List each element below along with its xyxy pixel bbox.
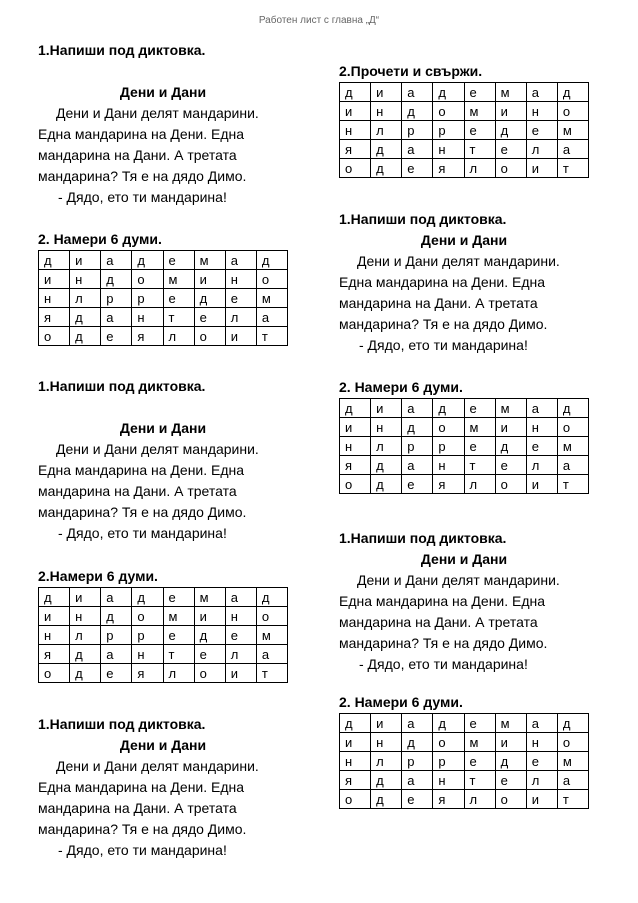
grid-cell: а bbox=[557, 456, 588, 475]
story-line: Една мандарина на Дени. Една bbox=[38, 779, 245, 795]
grid-row bbox=[340, 714, 589, 733]
grid-cell: и bbox=[495, 102, 526, 121]
grid-cell: о bbox=[194, 327, 225, 346]
story-line: Една мандарина на Дени. Една bbox=[38, 126, 245, 142]
grid-cell: и bbox=[526, 790, 557, 809]
story-line: мандарина на Дани. А третата bbox=[339, 295, 538, 311]
grid-cell: и bbox=[371, 399, 402, 418]
grid-cell: л bbox=[526, 771, 557, 790]
grid-cell: е bbox=[402, 475, 433, 494]
grid-cell: а bbox=[402, 771, 433, 790]
grid-cell: д bbox=[402, 733, 433, 752]
grid-cell: т bbox=[163, 645, 194, 664]
dictation-block bbox=[38, 376, 288, 544]
grid-cell: а bbox=[101, 645, 132, 664]
grid-cell: е bbox=[225, 289, 256, 308]
grid-cell: т bbox=[464, 771, 495, 790]
grid-row bbox=[340, 790, 589, 809]
grid-cell: е bbox=[163, 626, 194, 645]
grid-cell: д bbox=[194, 289, 225, 308]
grid-cell: м bbox=[557, 437, 588, 456]
grid-cell: а bbox=[402, 140, 433, 159]
page-header: Работен лист с главна „Д“ bbox=[258, 15, 380, 26]
story-line: Дени и Дани делят мандарини. bbox=[56, 105, 259, 121]
read-connect-block bbox=[339, 61, 589, 178]
letter-grid-table bbox=[339, 82, 589, 178]
grid-cell: о bbox=[340, 159, 371, 178]
grid-cell: т bbox=[256, 327, 287, 346]
grid-cell: я bbox=[340, 140, 371, 159]
story-line: мандарина? Тя е на дядо Димо. bbox=[339, 316, 548, 332]
story-line: мандарина? Тя е на дядо Димо. bbox=[38, 821, 247, 837]
grid-cell: т bbox=[163, 308, 194, 327]
grid-cell: н bbox=[371, 102, 402, 121]
grid-cell: л bbox=[70, 626, 101, 645]
grid-cell: л bbox=[70, 289, 101, 308]
grid-cell: а bbox=[557, 140, 588, 159]
grid-cell: а bbox=[225, 588, 256, 607]
grid-cell: и bbox=[371, 714, 402, 733]
grid-cell: а bbox=[101, 251, 132, 270]
story-line: Една мандарина на Дени. Една bbox=[339, 274, 546, 290]
grid-cell: я bbox=[340, 771, 371, 790]
grid-cell: е bbox=[495, 456, 526, 475]
grid-cell: д bbox=[371, 771, 402, 790]
grid-cell: д bbox=[557, 714, 588, 733]
grid-cell: д bbox=[256, 588, 287, 607]
grid-cell: д bbox=[39, 588, 70, 607]
grid-row bbox=[340, 418, 589, 437]
grid-row bbox=[39, 588, 288, 607]
grid-cell: о bbox=[557, 418, 588, 437]
grid-cell: е bbox=[526, 752, 557, 771]
grid-cell: и bbox=[526, 475, 557, 494]
story-title: Дени и Дани bbox=[420, 551, 508, 567]
grid-cell: я bbox=[39, 645, 70, 664]
grid-cell: р bbox=[101, 289, 132, 308]
grid-cell: н bbox=[433, 456, 464, 475]
find-words-heading: 2. Намери 6 думи. bbox=[339, 694, 463, 710]
grid-row bbox=[340, 733, 589, 752]
grid-cell: н bbox=[340, 437, 371, 456]
story-line: Една мандарина на Дени. Една bbox=[339, 593, 546, 609]
grid-cell: н bbox=[340, 752, 371, 771]
grid-cell: м bbox=[464, 418, 495, 437]
grid-cell: а bbox=[402, 399, 433, 418]
grid-cell: д bbox=[557, 399, 588, 418]
grid-cell: л bbox=[163, 664, 194, 683]
grid-cell: о bbox=[495, 475, 526, 494]
grid-cell: д bbox=[194, 626, 225, 645]
grid-cell: е bbox=[464, 714, 495, 733]
grid-row bbox=[340, 752, 589, 771]
grid-cell: а bbox=[402, 714, 433, 733]
grid-cell: т bbox=[557, 475, 588, 494]
story-line: мандарина? Тя е на дядо Димо. bbox=[339, 635, 548, 651]
grid-row bbox=[340, 159, 589, 178]
grid-cell: и bbox=[70, 588, 101, 607]
grid-cell: н bbox=[132, 645, 163, 664]
grid-cell: д bbox=[70, 327, 101, 346]
grid-cell: н bbox=[39, 289, 70, 308]
find-words-block bbox=[38, 566, 288, 683]
grid-cell: д bbox=[70, 308, 101, 327]
story-line: Дени и Дани делят мандарини. bbox=[56, 441, 259, 457]
grid-cell: о bbox=[495, 159, 526, 178]
grid-cell: м bbox=[194, 588, 225, 607]
dictation-heading: 1.Напиши под диктовка. bbox=[38, 716, 206, 732]
grid-cell: т bbox=[464, 456, 495, 475]
grid-cell: и bbox=[194, 270, 225, 289]
grid-cell: д bbox=[371, 475, 402, 494]
grid-row bbox=[340, 437, 589, 456]
grid-cell: м bbox=[256, 626, 287, 645]
grid-cell: д bbox=[495, 121, 526, 140]
grid-cell: и bbox=[70, 251, 101, 270]
grid-cell: а bbox=[402, 456, 433, 475]
grid-cell: н bbox=[371, 733, 402, 752]
grid-cell: е bbox=[495, 140, 526, 159]
grid-row bbox=[340, 140, 589, 159]
grid-row bbox=[39, 327, 288, 346]
grid-cell: о bbox=[194, 664, 225, 683]
grid-row bbox=[340, 102, 589, 121]
grid-cell: р bbox=[101, 626, 132, 645]
story-line: мандарина на Дани. А третата bbox=[38, 483, 237, 499]
grid-cell: н bbox=[39, 626, 70, 645]
grid-cell: д bbox=[402, 418, 433, 437]
grid-row bbox=[39, 289, 288, 308]
story-quote: - Дядо, ето ти мандарина! bbox=[359, 656, 528, 672]
letter-grid-table bbox=[339, 713, 589, 809]
grid-cell: р bbox=[402, 121, 433, 140]
grid-cell: и bbox=[194, 607, 225, 626]
grid-cell: д bbox=[371, 159, 402, 178]
grid-cell: е bbox=[464, 752, 495, 771]
grid-cell: м bbox=[163, 270, 194, 289]
letter-grid-table bbox=[38, 587, 288, 683]
story-quote: - Дядо, ето ти мандарина! bbox=[58, 189, 227, 205]
grid-cell: л bbox=[225, 308, 256, 327]
spacer bbox=[38, 61, 288, 82]
grid-cell: м bbox=[495, 714, 526, 733]
grid-cell: о bbox=[256, 270, 287, 289]
grid-cell: я bbox=[433, 475, 464, 494]
grid-cell: а bbox=[101, 308, 132, 327]
grid-cell: о bbox=[433, 418, 464, 437]
grid-cell: и bbox=[371, 83, 402, 102]
grid-cell: л bbox=[225, 645, 256, 664]
find-words-heading: 2. Намери 6 думи. bbox=[38, 231, 162, 247]
grid-cell: т bbox=[464, 140, 495, 159]
letter-grid bbox=[339, 713, 589, 809]
grid-cell: о bbox=[433, 733, 464, 752]
grid-cell: д bbox=[557, 83, 588, 102]
grid-cell: н bbox=[433, 771, 464, 790]
grid-cell: е bbox=[163, 588, 194, 607]
story-title: Дени и Дани bbox=[119, 420, 207, 436]
dictation-heading: 1.Напиши под диктовка. bbox=[339, 530, 507, 546]
dictation-block bbox=[38, 40, 288, 208]
grid-cell: о bbox=[557, 733, 588, 752]
grid-cell: о bbox=[39, 327, 70, 346]
grid-cell: е bbox=[101, 664, 132, 683]
find-words-heading: 2. Намери 6 думи. bbox=[339, 379, 463, 395]
grid-cell: и bbox=[340, 733, 371, 752]
grid-cell: е bbox=[194, 645, 225, 664]
grid-cell: д bbox=[340, 83, 371, 102]
grid-cell: о bbox=[557, 102, 588, 121]
grid-cell: я bbox=[340, 456, 371, 475]
story-line: мандарина? Тя е на дядо Димо. bbox=[38, 504, 247, 520]
dictation-heading: 1.Напиши под диктовка. bbox=[339, 211, 507, 227]
grid-cell: и bbox=[225, 327, 256, 346]
grid-cell: н bbox=[340, 121, 371, 140]
grid-cell: я bbox=[132, 327, 163, 346]
grid-cell: а bbox=[526, 399, 557, 418]
story-line: мандарина на Дани. А третата bbox=[38, 800, 237, 816]
dictation-heading: 1.Напиши под диктовка. bbox=[38, 378, 206, 394]
grid-cell: р bbox=[402, 752, 433, 771]
story-line: Дени и Дани делят мандарини. bbox=[357, 253, 560, 269]
grid-cell: л bbox=[163, 327, 194, 346]
grid-cell: а bbox=[402, 83, 433, 102]
letter-grid-table bbox=[339, 398, 589, 494]
grid-cell: д bbox=[402, 102, 433, 121]
story-quote: - Дядо, ето ти мандарина! bbox=[58, 842, 227, 858]
grid-cell: я bbox=[132, 664, 163, 683]
grid-cell: я bbox=[39, 308, 70, 327]
grid-row bbox=[340, 399, 589, 418]
grid-cell: е bbox=[464, 83, 495, 102]
grid-cell: и bbox=[340, 102, 371, 121]
find-words-block bbox=[339, 692, 589, 809]
grid-cell: д bbox=[433, 399, 464, 418]
grid-cell: м bbox=[194, 251, 225, 270]
grid-cell: р bbox=[433, 752, 464, 771]
grid-cell: а bbox=[526, 83, 557, 102]
grid-cell: д bbox=[101, 270, 132, 289]
grid-cell: е bbox=[163, 289, 194, 308]
read-connect-heading: 2.Прочети и свържи. bbox=[339, 63, 483, 79]
grid-cell: д bbox=[371, 790, 402, 809]
dictation-heading: 1.Напиши под диктовка. bbox=[38, 42, 206, 58]
grid-cell: и bbox=[225, 664, 256, 683]
grid-row bbox=[39, 270, 288, 289]
grid-cell: н bbox=[132, 308, 163, 327]
grid-row bbox=[39, 645, 288, 664]
grid-cell: т bbox=[256, 664, 287, 683]
grid-cell: о bbox=[39, 664, 70, 683]
grid-cell: р bbox=[402, 437, 433, 456]
grid-cell: е bbox=[101, 327, 132, 346]
grid-cell: е bbox=[194, 308, 225, 327]
grid-cell: я bbox=[433, 790, 464, 809]
grid-cell: е bbox=[495, 771, 526, 790]
grid-cell: и bbox=[526, 159, 557, 178]
grid-cell: н bbox=[526, 418, 557, 437]
find-words-heading: 2.Намери 6 думи. bbox=[38, 568, 158, 584]
find-words-block bbox=[339, 377, 589, 494]
grid-cell: д bbox=[340, 399, 371, 418]
story-title: Дени и Дани bbox=[420, 232, 508, 248]
story-quote: - Дядо, ето ти мандарина! bbox=[58, 525, 227, 541]
grid-cell: д bbox=[371, 140, 402, 159]
dictation-block bbox=[339, 209, 589, 356]
grid-cell: л bbox=[371, 437, 402, 456]
grid-cell: е bbox=[526, 121, 557, 140]
grid-cell: н bbox=[70, 270, 101, 289]
grid-cell: е bbox=[402, 790, 433, 809]
grid-cell: д bbox=[70, 664, 101, 683]
grid-cell: о bbox=[256, 607, 287, 626]
grid-cell: а bbox=[557, 771, 588, 790]
grid-cell: а bbox=[256, 308, 287, 327]
letter-grid bbox=[339, 398, 589, 494]
grid-cell: е bbox=[464, 121, 495, 140]
grid-cell: и bbox=[39, 607, 70, 626]
story-title: Дени и Дани bbox=[119, 84, 207, 100]
grid-cell: о bbox=[132, 607, 163, 626]
grid-cell: д bbox=[132, 251, 163, 270]
grid-cell: д bbox=[495, 437, 526, 456]
grid-cell: л bbox=[526, 456, 557, 475]
grid-cell: н bbox=[526, 733, 557, 752]
letter-grid bbox=[38, 250, 288, 346]
grid-cell: е bbox=[464, 399, 495, 418]
story-title: Дени и Дани bbox=[119, 737, 207, 753]
grid-cell: р bbox=[132, 626, 163, 645]
grid-cell: л bbox=[371, 121, 402, 140]
dictation-block bbox=[339, 528, 589, 675]
grid-cell: е bbox=[402, 159, 433, 178]
letter-grid bbox=[339, 82, 589, 178]
grid-row bbox=[39, 308, 288, 327]
grid-cell: н bbox=[225, 270, 256, 289]
spacer bbox=[38, 397, 288, 418]
grid-cell: н bbox=[70, 607, 101, 626]
grid-cell: д bbox=[495, 752, 526, 771]
grid-cell: м bbox=[464, 733, 495, 752]
grid-cell: а bbox=[101, 588, 132, 607]
letter-grid-table bbox=[38, 250, 288, 346]
grid-cell: е bbox=[526, 437, 557, 456]
grid-cell: о bbox=[340, 475, 371, 494]
grid-cell: д bbox=[371, 456, 402, 475]
grid-cell: м bbox=[557, 121, 588, 140]
grid-cell: м bbox=[495, 83, 526, 102]
grid-cell: м bbox=[163, 607, 194, 626]
grid-cell: м bbox=[495, 399, 526, 418]
story-line: мандарина на Дани. А третата bbox=[339, 614, 538, 630]
grid-cell: д bbox=[70, 645, 101, 664]
grid-cell: д bbox=[433, 714, 464, 733]
dictation-block bbox=[38, 714, 288, 861]
grid-cell: н bbox=[433, 140, 464, 159]
grid-row bbox=[340, 475, 589, 494]
grid-cell: м bbox=[256, 289, 287, 308]
grid-cell: т bbox=[557, 159, 588, 178]
grid-cell: д bbox=[340, 714, 371, 733]
grid-row bbox=[340, 83, 589, 102]
grid-cell: л bbox=[526, 140, 557, 159]
grid-cell: о bbox=[340, 790, 371, 809]
grid-cell: о bbox=[433, 102, 464, 121]
story-line: Една мандарина на Дени. Една bbox=[38, 462, 245, 478]
grid-cell: о bbox=[495, 790, 526, 809]
grid-cell: а bbox=[225, 251, 256, 270]
story-line: Дени и Дани делят мандарини. bbox=[56, 758, 259, 774]
grid-cell: д bbox=[433, 83, 464, 102]
letter-grid bbox=[38, 587, 288, 683]
grid-cell: л bbox=[371, 752, 402, 771]
grid-cell: м bbox=[557, 752, 588, 771]
grid-cell: л bbox=[464, 475, 495, 494]
grid-cell: о bbox=[132, 270, 163, 289]
grid-cell: е bbox=[163, 251, 194, 270]
find-words-block bbox=[38, 229, 288, 346]
grid-cell: л bbox=[464, 790, 495, 809]
grid-cell: а bbox=[526, 714, 557, 733]
story-line: мандарина на Дани. А третата bbox=[38, 147, 237, 163]
grid-cell: м bbox=[464, 102, 495, 121]
grid-cell: н bbox=[371, 418, 402, 437]
grid-row bbox=[39, 664, 288, 683]
grid-row bbox=[39, 607, 288, 626]
grid-cell: т bbox=[557, 790, 588, 809]
grid-cell: д bbox=[101, 607, 132, 626]
grid-cell: н bbox=[225, 607, 256, 626]
grid-row bbox=[39, 251, 288, 270]
grid-row bbox=[340, 456, 589, 475]
grid-cell: д bbox=[132, 588, 163, 607]
story-line: мандарина? Тя е на дядо Димо. bbox=[38, 168, 247, 184]
grid-cell: л bbox=[464, 159, 495, 178]
grid-row bbox=[340, 121, 589, 140]
grid-cell: и bbox=[340, 418, 371, 437]
grid-cell: я bbox=[433, 159, 464, 178]
grid-cell: д bbox=[256, 251, 287, 270]
grid-row bbox=[340, 771, 589, 790]
grid-cell: и bbox=[495, 733, 526, 752]
grid-row bbox=[39, 626, 288, 645]
grid-cell: р bbox=[132, 289, 163, 308]
grid-cell: н bbox=[526, 102, 557, 121]
grid-cell: д bbox=[39, 251, 70, 270]
story-line: Дени и Дани делят мандарини. bbox=[357, 572, 560, 588]
story-quote: - Дядо, ето ти мандарина! bbox=[359, 337, 528, 353]
grid-cell: и bbox=[495, 418, 526, 437]
grid-cell: е bbox=[225, 626, 256, 645]
grid-cell: и bbox=[39, 270, 70, 289]
grid-cell: а bbox=[256, 645, 287, 664]
grid-cell: р bbox=[433, 437, 464, 456]
grid-cell: р bbox=[433, 121, 464, 140]
grid-cell: е bbox=[464, 437, 495, 456]
